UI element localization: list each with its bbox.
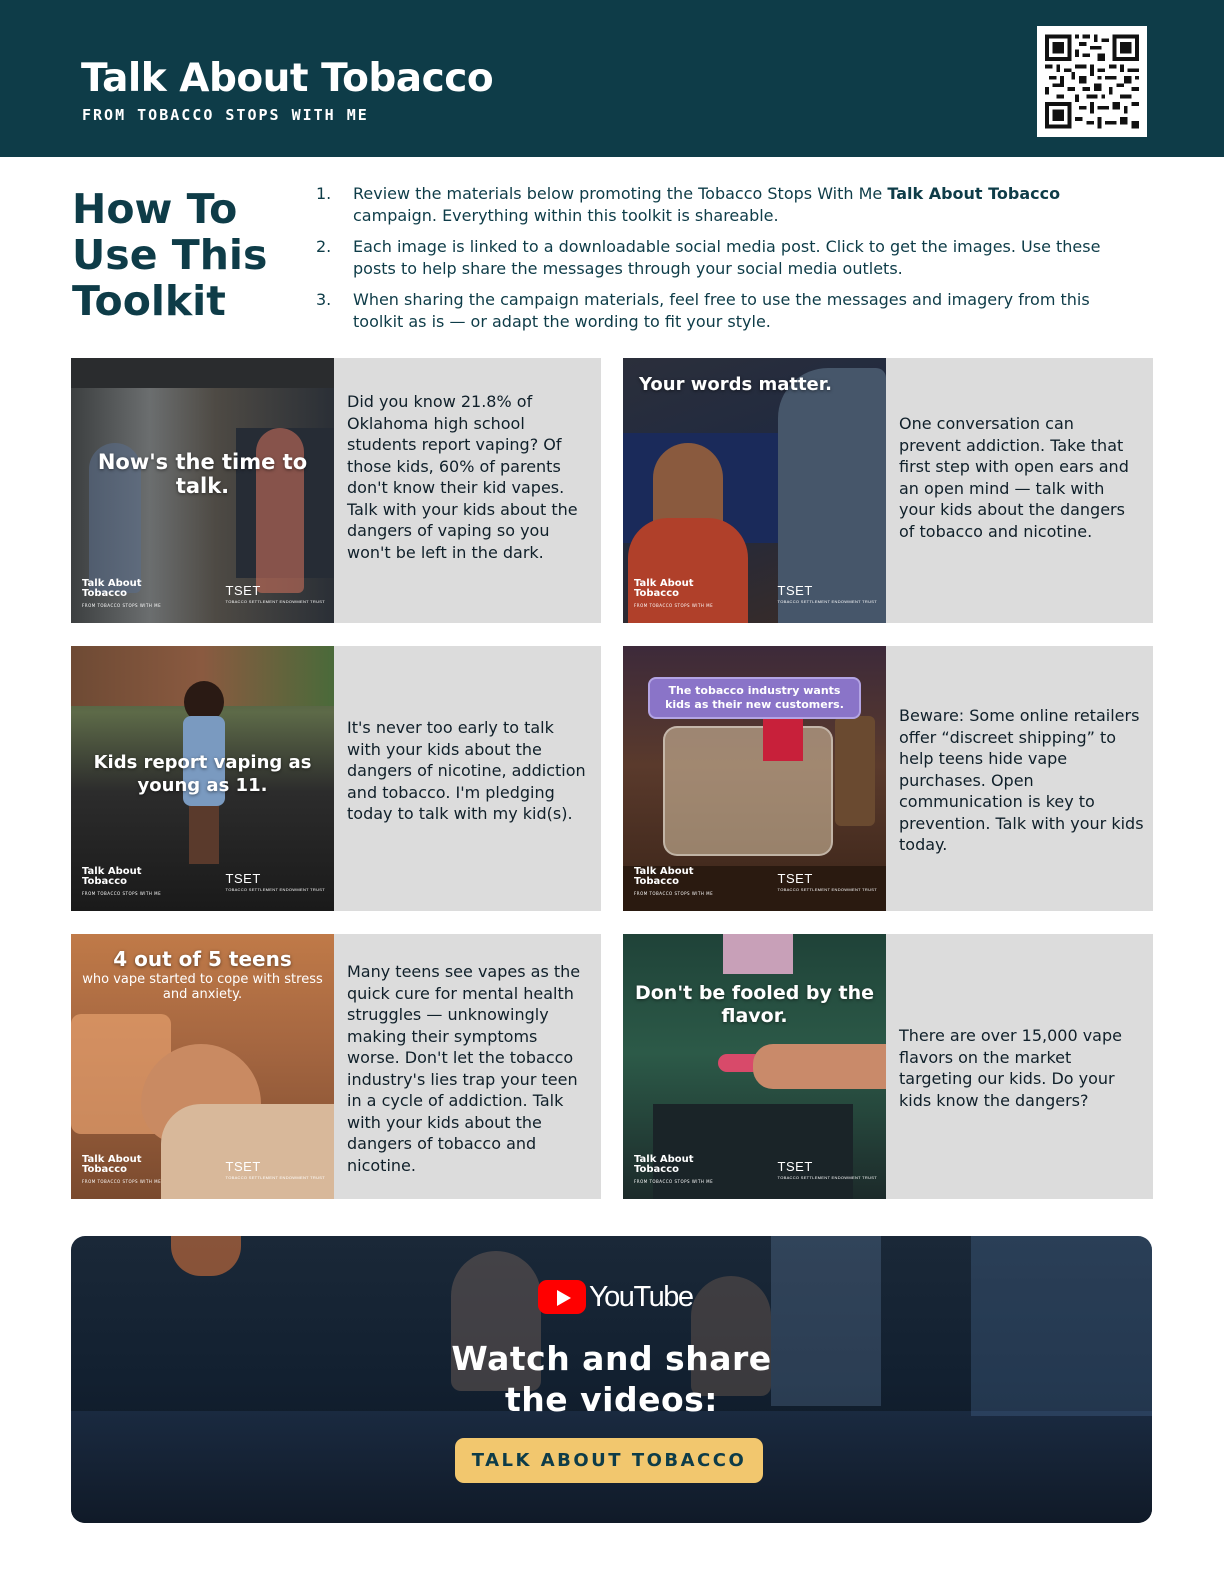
howto-step [316, 289, 1116, 332]
youtube-play-icon [538, 1280, 586, 1314]
social-post-image[interactable] [71, 646, 334, 911]
talk-about-tobacco-logo: Talk About Tobacco FROM TOBACCO STOPS WITH ME [634, 1154, 714, 1184]
step-number: 1. [316, 184, 332, 203]
post-headline: 4 out of 5 teens [113, 947, 292, 971]
social-post-card [71, 934, 601, 1199]
social-post-image[interactable] [71, 358, 334, 623]
talk-about-tobacco-logo: Talk About Tobacco FROM TOBACCO STOPS WITH ME [634, 578, 714, 608]
post-caption: Beware: Some online retailers offer “discreet shipping” to help teens hide vape purchases. Open communication is key to prevention. Talk with your kids today. [899, 706, 1144, 854]
howto-steps [316, 183, 1116, 342]
hand-shape [753, 1044, 886, 1089]
page-header [0, 0, 1224, 157]
talk-about-tobacco-logo: Talk About Tobacco FROM TOBACCO STOPS WITH ME [82, 578, 162, 608]
video-banner[interactable] [71, 1236, 1152, 1523]
talk-about-tobacco-logo: Talk About Tobacco FROM TOBACCO STOPS WITH ME [82, 866, 162, 896]
step-text-bold: Talk About Tobacco [887, 184, 1061, 203]
step-text: campaign. Everything within this toolkit is shareable. [353, 205, 779, 225]
howto-step [316, 183, 1116, 226]
banner-headline [71, 1338, 1152, 1420]
howto-title-line: Toolkit [72, 277, 226, 325]
step-text: Each image is linked to a downloadable social media post. Click to get the images. Use these posts to help share the messages through your social media outlets. [353, 237, 1101, 278]
post-caption: One conversation can prevent addiction. Take that first step with open ears and an open mind — talk with your kids about the dangers of tobacco and nicotine. [899, 414, 1129, 541]
step-number: 2. [316, 237, 332, 256]
tset-logo: TSET TOBACCO SETTLEMENT ENDOWMENT TRUST [777, 583, 877, 604]
tset-logo: TSET TOBACCO SETTLEMENT ENDOWMENT TRUST [777, 1159, 877, 1180]
howto-title-line: Use This [72, 231, 268, 279]
ceiling-shape [71, 358, 334, 388]
crochet-top-shape [723, 934, 793, 974]
page-title: Talk About Tobacco [81, 56, 494, 101]
social-post-image[interactable] [623, 358, 886, 623]
social-post-card [71, 646, 601, 911]
post-headline: Kids report vaping as young as 11. [93, 752, 312, 796]
step-text: Review the materials below promoting the Tobacco Stops With Me [353, 184, 888, 203]
howto-title-line: How To [72, 185, 238, 233]
post-headline: Don't be fooled by the flavor. [634, 982, 875, 1027]
step-number: 3. [316, 290, 332, 309]
tset-logo: TSET TOBACCO SETTLEMENT ENDOWMENT TRUST [225, 583, 325, 604]
social-post-card [623, 646, 1153, 911]
post-caption: It's never too early to talk with your kids about the dangers of nicotine, addiction and tobacco. I'm pledging today to talk with my kid(s). [347, 718, 586, 823]
howto-step [316, 236, 1116, 279]
post-caption: There are over 15,000 vape flavors on the market targeting our kids. Do your kids know the dangers? [899, 1026, 1122, 1110]
social-post-image[interactable] [623, 934, 886, 1199]
post-subheadline: who vape started to cope with stress and anxiety. [82, 972, 323, 1002]
page-subtitle: FROM TOBACCO STOPS WITH ME [82, 106, 369, 124]
post-caption: Did you know 21.8% of Oklahoma high school students report vaping? Of those kids, 60% of parents don't know their kid vapes. Talk with your kids about the dangers of vaping so you won't be left in the dark. [347, 392, 578, 562]
post-caption: Many teens see vapes as the quick cure for mental health struggles — unknowingly making their symptoms worse. Don't let the tobacco industry's lies trap your teen in a cycle of addiction. Talk with your kids about the dangers of tobacco and nicotine. [347, 962, 581, 1175]
social-post-card [623, 934, 1153, 1199]
social-post-card [623, 358, 1153, 623]
girl-legs-shape [189, 806, 219, 864]
social-post-image[interactable] [623, 646, 886, 911]
talk-about-tobacco-logo: Talk About Tobacco FROM TOBACCO STOPS WITH ME [82, 1154, 162, 1184]
post-headline: The tobacco industry wants kids as their new customers. [648, 677, 861, 719]
talk-about-tobacco-logo: Talk About Tobacco FROM TOBACCO STOPS WITH ME [634, 866, 714, 896]
step-text: When sharing the campaign materials, feel free to use the messages and imagery from this toolkit as is — or adapt the wording to fit your style. [353, 290, 1090, 331]
social-post-image[interactable] [71, 934, 334, 1199]
banner-headline-text: Watch and share the videos: [451, 1339, 772, 1419]
youtube-logo[interactable] [538, 1280, 692, 1314]
tset-logo: TSET TOBACCO SETTLEMENT ENDOWMENT TRUST [225, 871, 325, 892]
tset-logo: TSET TOBACCO SETTLEMENT ENDOWMENT TRUST [225, 1159, 325, 1180]
post-headline: Your words matter. [639, 374, 832, 395]
post-headline: Now's the time to talk. [97, 450, 308, 498]
clear-pouch-shape [663, 726, 833, 856]
youtube-wordmark: YouTube [589, 1280, 693, 1313]
vape-box-shape [763, 716, 803, 761]
lamp-shape [171, 1236, 241, 1276]
talk-about-tobacco-button[interactable]: TALK ABOUT TOBACCO [455, 1438, 763, 1483]
qr-code-icon[interactable] [1037, 26, 1147, 137]
howto-title [72, 186, 292, 324]
social-post-card [71, 358, 601, 623]
cup-shape [835, 716, 875, 826]
tset-logo: TSET TOBACCO SETTLEMENT ENDOWMENT TRUST [777, 871, 877, 892]
pillow-shape [161, 1104, 334, 1199]
